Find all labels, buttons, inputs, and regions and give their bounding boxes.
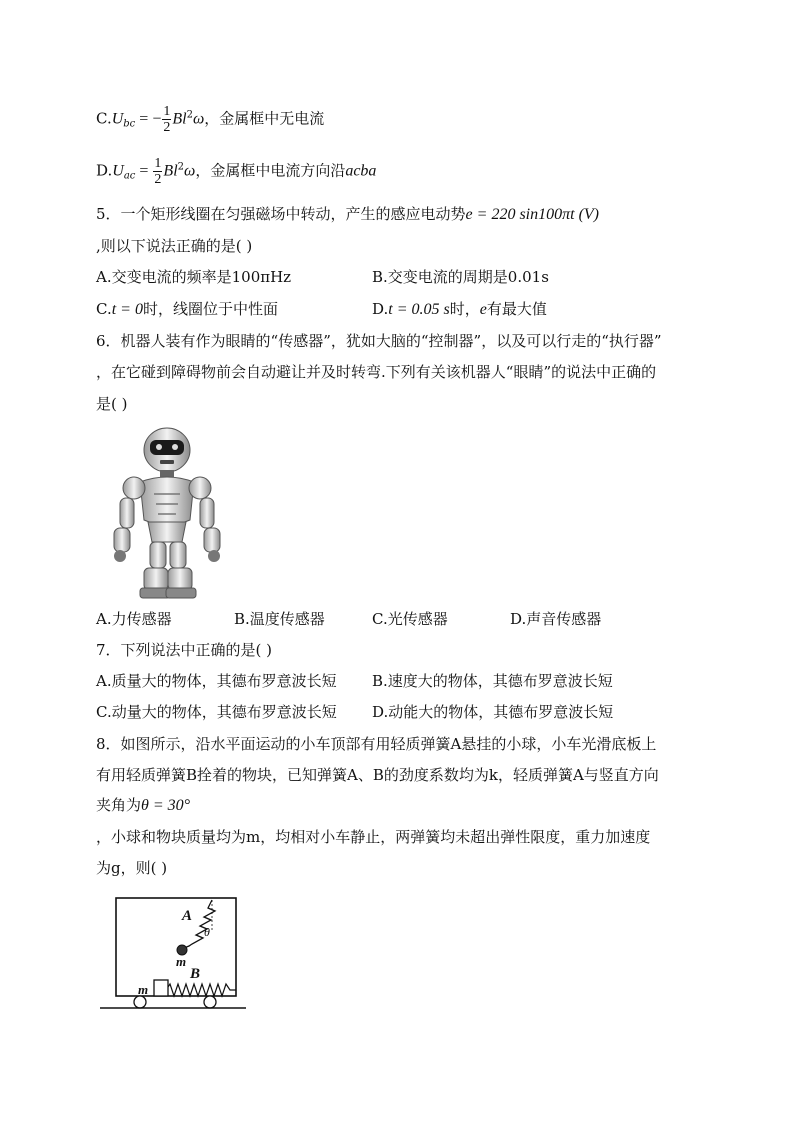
theta-formula: θ = 30°	[141, 797, 191, 814]
q6-stem-line1: 6．机器人装有作为眼睛的“传感器”，犹如大脑的“控制器”，以及可以行走的“执行器”	[96, 332, 662, 350]
option-label: D.	[96, 161, 113, 180]
math-expr: Bl	[172, 110, 187, 128]
q6-option-a: A.力传感器	[96, 610, 172, 628]
option-text: ，金属框中无电流	[204, 109, 325, 128]
label-spring-a: A	[182, 908, 193, 924]
robot-image	[104, 424, 226, 600]
q7-stem: 7．下列说法中正确的是( )	[96, 641, 273, 659]
q5-option-b: B.交变电流的周期是0.01s	[372, 268, 549, 286]
q8-stem-line2: 有用轻质弹簧B拴着的物块，已知弹簧A、B的劲度系数均为k，轻质弹簧A与竖直方向	[96, 766, 659, 784]
math-sub: ac	[123, 170, 136, 182]
q5-option-d: D.t = 0.05 s时，e有最大值	[372, 300, 547, 318]
q7-option-c: C.动量大的物体，其德布罗意波长短	[96, 703, 337, 721]
label-ball-mass: m	[176, 954, 187, 969]
cart-figure	[100, 890, 250, 1012]
math-eq: =	[135, 162, 153, 180]
cart-diagram	[100, 890, 250, 1012]
robot-illustration	[104, 424, 226, 600]
q8-stem-line4: ，小球和物块质量均为m，均相对小车静止，两弹簧均未超出弹性限度，重力加速度	[96, 828, 651, 846]
math-expr: Bl	[163, 162, 178, 180]
label-spring-b: B	[190, 966, 201, 982]
math-var: U	[112, 162, 124, 180]
q6-option-d: D.声音传感器	[510, 610, 602, 628]
option-c: $C.U_{bc}$ = − $\frac{1}{2}$ Bl$^2$ω，金属框中无电流	[96, 104, 325, 135]
label-block-mass: m	[138, 982, 149, 997]
q7-option-a: A.质量大的物体，其德布罗意波长短	[96, 672, 337, 690]
fraction: $\frac{1}{2}$	[154, 156, 162, 187]
q7-option-d: D.动能大的物体，其德布罗意波长短	[372, 703, 614, 721]
q5-option-a: A.交变电流的频率是100πHz	[96, 268, 292, 286]
q6-option-b: B.温度传感器	[234, 610, 325, 628]
option-text: ，金属框中电流方向沿	[195, 161, 346, 180]
math-eq: = −	[135, 110, 162, 128]
q6-stem-line3: 是( )	[96, 395, 128, 413]
q5-option-c: C.t = 0时，线圈位于中性面	[96, 300, 278, 318]
q5-formula: e = 220 sin100πt (V)	[465, 206, 600, 223]
option-label: C.	[96, 109, 112, 128]
q8-stem-line5: 为g，则( )	[96, 859, 168, 877]
label-theta: θ	[204, 925, 210, 939]
q5-stem-line1: 5．一个矩形线圈在匀强磁场中转动，产生的感应电动势e = 220 sin100πt (V)	[96, 205, 600, 223]
q6-option-c: C.光传感器	[372, 610, 448, 628]
q7-option-b: B.速度大的物体，其德布罗意波长短	[372, 672, 613, 690]
q5-stem-line2: ,则以下说法正确的是( )	[96, 237, 253, 255]
q8-stem-line3: 夹角为θ = 30°	[96, 796, 191, 814]
fraction: $\frac{1}{2}$	[163, 104, 171, 135]
q6-stem-line2: ，在它碰到障碍物前会自动避让并及时转弯.下列有关该机器人“眼睛”的说法中正确的	[96, 363, 657, 381]
math-var: U	[111, 110, 124, 128]
option-d: $D.U_{ac}$ = $\frac{1}{2}$ Bl$^2$ω，金属框中电流方向沿acba	[96, 156, 377, 187]
math-sub: bc	[123, 118, 136, 130]
q8-stem-line1: 8．如图所示，沿水平面运动的小车顶部有用轻质弹簧A悬挂的小球，小车光滑底板上	[96, 735, 657, 753]
